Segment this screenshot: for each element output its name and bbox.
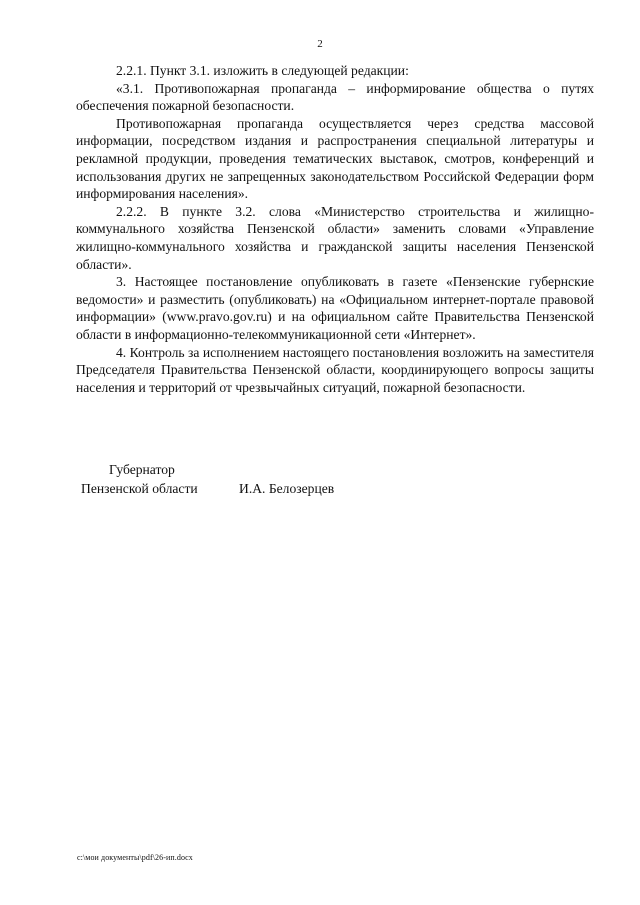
paragraph-3-1-quote: «3.1. Противопожарная пропаганда – информирование общества о путях обеспечения пожарной безопасности. bbox=[76, 80, 594, 114]
document-body bbox=[76, 62, 594, 396]
paragraph-publication: 3. Настоящее постановление опубликовать в газете «Пензенские губернские ведомости» и разместить (опубликовать) на «Официальном интернет-портале правовой информации» (www.pravo.gov.ru) и на официальном сайте Правительства Пензенской области в информационно-телекоммуникационной сети «Интернет». bbox=[76, 274, 594, 342]
paragraph-control: 4. Контроль за исполнением настоящего постановления возложить на заместителя Председателя Правительства Пензенской области, координирующего вопросы защиты населения и территорий от чрезвычайных ситуаций, пожарной безопасности. bbox=[76, 344, 594, 395]
signatory-title-line-1: Губернатор bbox=[109, 462, 175, 477]
footer-file-path: c:\мои документы\pdf\26-ип.docx bbox=[77, 853, 193, 862]
signatory-title-line-2: Пензенской области bbox=[81, 481, 198, 496]
signatory-name: И.А. Белозерцев bbox=[239, 481, 335, 496]
paragraph-2-2-1: 2.2.1. Пункт 3.1. изложить в следующей редакции: bbox=[116, 63, 409, 78]
paragraph-2-2-2: 2.2.2. В пункте 3.2. слова «Министерство строительства и жилищно-коммунального хозяйства Пензенской области» заменить словами «Управление жилищно-коммунального хозяйства и гражданской защиты населения Пензенской области». bbox=[76, 203, 594, 272]
paragraph-propaganda: Противопожарная пропаганда осуществляется через средства массовой информации, посредством издания и распространения специальной литературы и рекламной продукции, проведения тематических выставок, смотров, конференций и использования других не запрещенных законодательством Российской Федерации форм информирования населения». bbox=[76, 115, 594, 202]
page-number: 2 bbox=[317, 38, 323, 50]
